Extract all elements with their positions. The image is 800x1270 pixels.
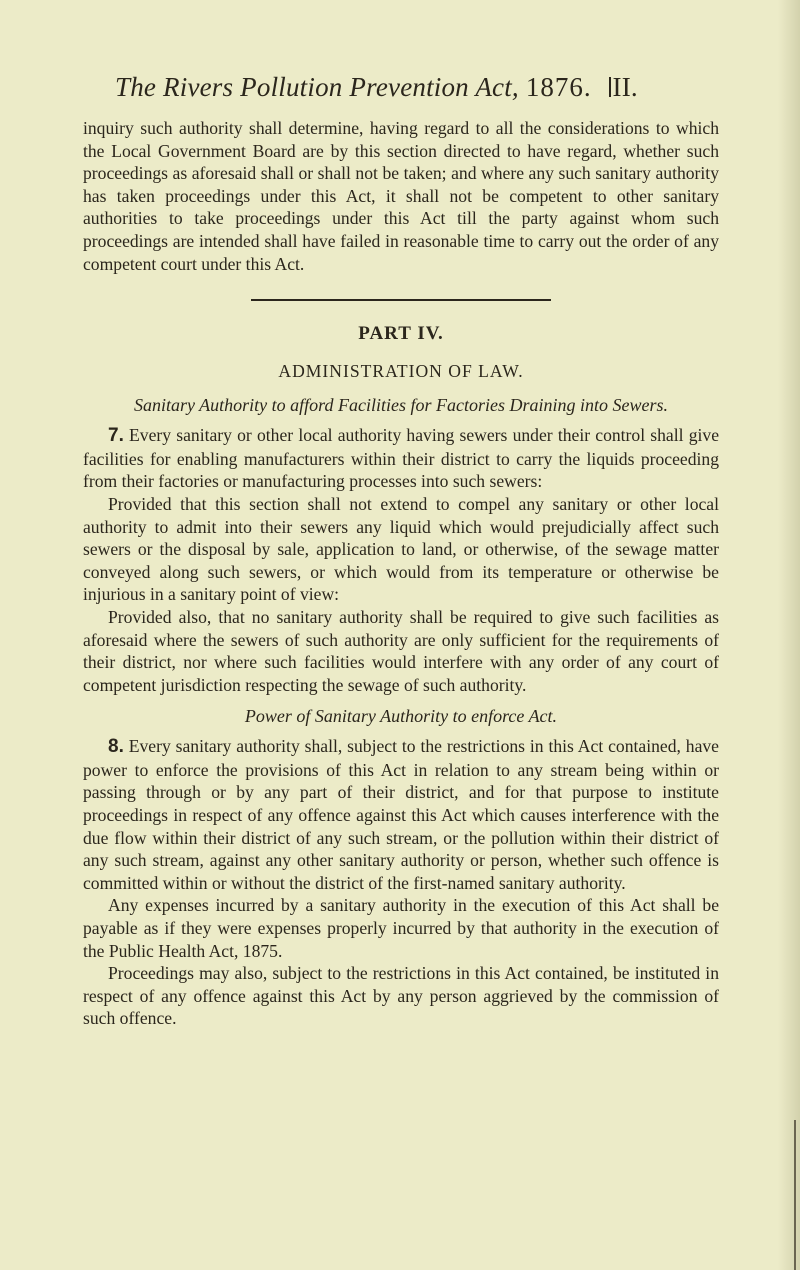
part-label: PART IV. xyxy=(358,323,444,345)
section-8-number: 8. xyxy=(108,736,124,758)
section-7-proviso-1: Provided that this section shall not extend to compel any sanitary or other local authority to admit into their sewers any liquid which would prejudicially affect such sewers or the disposal by sale, application to land, or otherwise, of the sewage matter conveyed along such sewers, or which would from its temperature or otherwise be injurious in a sanitary point of view: xyxy=(83,493,719,605)
header-title: The Rivers Pollution Prevention Act, xyxy=(115,72,519,102)
section-7-number: 7. xyxy=(108,425,124,447)
part-title: ADMINISTRATION OF LAW. xyxy=(278,361,524,382)
section-8-text: Every sanitary authority shall, subject to the restrictions in this Act contained, have power to enforce the provisions of this Act in relation to any stream being within or passing through or by any part of their district, and for that purpose to institute proceedings in respect of any offence against this Act which causes interference with the due flow within their district of any such stream, or the pollution within their district of any such stream, against any other sanitary authority or person, whether such offence is committed within or without the district of the first-named sanitary authority. xyxy=(83,736,719,893)
header-year: 1876. xyxy=(525,72,592,102)
running-header xyxy=(115,72,719,103)
section-7-paragraph xyxy=(83,424,719,493)
section-7-proviso-2: Provided also, that no sanitary authority shall be required to give such facilities as aforesaid where the sewers of such authority are only sufficient for the requirements of their district, nor where such facilities would interfere with any order of any court of competent jurisdiction respecting the sewage of such authority. xyxy=(83,606,719,695)
section-8-heading: Power of Sanitary Authority to enforce Act. xyxy=(244,706,558,727)
section-7-text: Every sanitary or other local authority having sewers under their control shall give facilities for enabling manufacturers within their district to carry the liquids proceeding from their factories or manufacturing processes into such sewers: xyxy=(83,425,719,492)
page-edge-line xyxy=(794,1120,796,1270)
section-8-proceedings-paragraph: Proceedings may also, subject to the restrictions in this Act contained, be instituted in respect of any offence against this Act by any person aggrieved by the commission of such offence. xyxy=(83,963,719,1029)
page-edge-shadow xyxy=(778,0,800,1270)
divider-rule xyxy=(251,299,551,301)
section-8-paragraph xyxy=(83,735,719,894)
section-8-expenses-paragraph: Any expenses incurred by a sanitary authority in the execution of this Act shall be payable as if they were expenses properly incurred by that authority in the execution of the Public Health Act, 1875. xyxy=(83,895,719,961)
section-7-heading: Sanitary Authority to afford Facilities for Factories Draining into Sewers. xyxy=(134,395,668,416)
header-section-ref: II. xyxy=(609,77,638,97)
continuation-paragraph: inquiry such authority shall determine, having regard to all the considerations to which the Local Government Board are by this section directed to have regard, whether such proceedings as aforesaid shall or shall not be taken; and where any such sanitary authority has taken proceedings under this Act, it shall not be competent to other sanitary authorities to take proceedings under this Act till the party against whom such proceedings are intended shall have failed in reasonable time to carry out the order of any competent court under this Act. xyxy=(83,118,719,274)
page xyxy=(83,72,719,1030)
